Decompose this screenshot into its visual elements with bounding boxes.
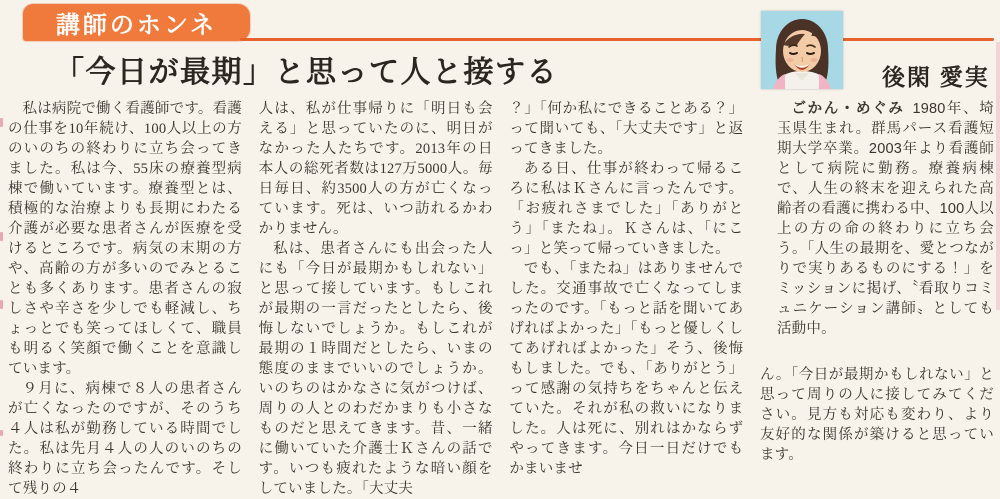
- paragraph: でも、「またね」はありませんでした。交通事故で亡くなってしまったのです。「もっと話を聞いてあげればよかった」「もっと優しくしてあげればよかった」そう、後悔もしました。でも、「ありがとう」って感謝の気持ちをちゃんと伝えていた。それが私の救いになりました。人は死に、別れはかならずやってきます。今日一日だけでもかまいませ: [509, 261, 744, 477]
- paragraph: 私は病院で働く看護師です。看護の仕事を10年続け、100人以上の方のいのちの終わりに立ち会ってきました。私は今、55床の療養型病棟で働いています。療養型とは、積極的な治療よりも長期にわたる介護が必要な患者さんが医療を受けるところです。病気の末期の方や、高齢の方が多いのでみとることも多くあります。患者さんの寂しさや辛さを少しでも軽減し、ちょっとでも笑ってほしくて、職員も明るく笑顔で働くことを意識しています。: [8, 101, 242, 377]
- scan-edge-mark: [0, 232, 3, 241]
- author-name: 後閑 愛実: [882, 65, 990, 90]
- paragraph: ９月に、病棟で８人の患者さんが亡くなったのですが、そのうち４人は私が勤務している時間でした。私は先月４人の人のいのちの終わりに立ち会ったんです。そして残りの４: [8, 381, 242, 497]
- author-profile: [760, 99, 994, 339]
- scan-edge-mark: [0, 430, 3, 436]
- paragraph-continuation: ん。「今日が最期かもしれない」と思って周りの人に接してみてください。見方も対応も変わり、より友好的な関係が築けると思っています。: [759, 367, 994, 463]
- article-column-2: [258, 99, 493, 497]
- scan-edge-strip: [996, 42, 1000, 310]
- paragraph: 私は、患者さんにも出会った人にも「今日が最期かもしれない」と思って接しています。もしこれが最期の一言だったとしたら、後悔しないでしょうか。もしこれが最期の１時間だとしたら、いまの態度のままでいいのでしょうか。いのちのはかなさに気がつけば、周りの人とのわだかまりも小さなものだと思えてきます。昔、一緒に働いていた介護士Ｋさんの話です。いつも疲れたような暗い顔をしていました。「大丈夫: [258, 241, 493, 497]
- article-column-3: [509, 99, 744, 477]
- section-badge: [23, 4, 250, 41]
- author-profile-text: 1980年、埼玉県生まれ。群馬パース看護短期大学卒業。2003年より看護師として病院に勤務。療養病棟で、人生の終末を迎えられた高齢者の看護に携わる中、100人以上の方の命の終わりに立ち会う。「人生の最期を、愛とつながりで実りあるものにする！」をミッションに掲げ、〝看取りコミュニケーション講師〟としても活動中。: [776, 101, 994, 337]
- page-title: 「今日が最期」と思って人と接する: [54, 56, 558, 89]
- article-column-4: [760, 99, 994, 465]
- author-profile-name: ごかん・めぐみ: [791, 101, 905, 117]
- scan-edge-mark: [0, 300, 3, 309]
- paragraph-continuation: 人は、私が仕事帰りに「明日も会える」と思っていたのに、明日がなかった人たちです。2013年の日本人の総死者数は127万5000人。毎日毎日、約3500人の方が亡くなっています。死は、いつ訪れるかわかりません。: [258, 101, 493, 237]
- section-badge-label: 講師のホンネ: [55, 12, 218, 39]
- author-photo: [761, 11, 843, 89]
- paragraph: ある日、仕事が終わって帰るころに私はＫさんに言ったんです。「お疲れさまでした」「ありがとう」「またね」。Ｋさんは、「にこっ」と笑って帰っていきました。: [509, 161, 744, 257]
- paragraph-continuation: ？」「何か私にできることある？」って聞いても、「大丈夫です」と返ってきました。: [509, 101, 744, 157]
- scan-edge-mark: [0, 118, 3, 127]
- author-portrait-illustration: [761, 11, 843, 89]
- article-column-1: [8, 99, 242, 497]
- accent-rule: [240, 38, 994, 41]
- article-columns: [8, 99, 994, 497]
